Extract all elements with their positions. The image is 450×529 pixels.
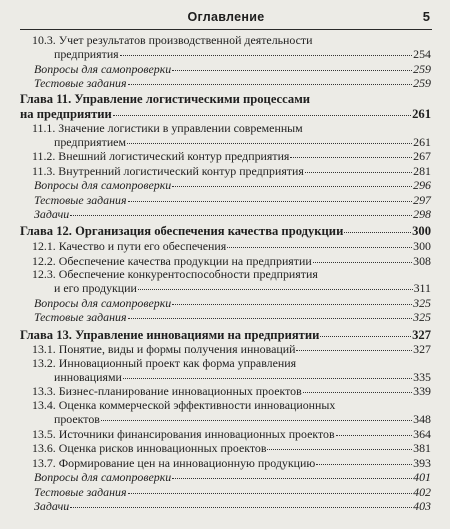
toc-entry-title: Вопросы для самопроверки [34,61,172,76]
toc-entry-title: инновациями [54,369,122,384]
toc-section[interactable] [20,399,431,426]
dot-leader [316,454,412,465]
toc-entry-title: Тестовые задания [34,310,127,325]
toc-entry-title: 12.1. Качество и пути его обеспечения [32,239,227,254]
toc-entry-title: Вопросы для самопроверки [34,178,172,193]
toc-chapter[interactable] [20,93,431,121]
dot-leader [320,326,411,337]
toc-section[interactable] [20,357,431,384]
dot-leader [70,497,412,508]
toc-entry-title: 13.1. Понятие, виды и формы получения инноваций [32,342,296,357]
toc-entry-title: 11.3. Внутренний логистический контур предприятия [32,163,304,178]
toc-entry-title: на предприятии [20,106,112,121]
toc-entry-title: Тестовые задания [34,192,127,207]
toc-entry-title: предприятием [54,134,126,149]
toc-entry-title: 10.3. Учет результатов производственной деятельности [32,33,313,47]
toc-page-number: 308 [413,253,431,268]
toc-page-number: 403 [413,499,431,514]
page-title: Оглавление [187,10,265,24]
toc-page-number: 300 [412,224,431,239]
toc-page-number: 402 [413,484,431,499]
toc-page-number: 311 [413,281,431,296]
dot-leader [123,368,412,379]
toc-extra[interactable] [20,207,431,221]
toc-entry-title: Глава 11. Управление логистическими процессами [20,92,311,107]
dot-leader [127,133,412,144]
toc-line [34,310,431,324]
toc-entry-title: 11.2. Внешний логистический контур предприятия [32,149,290,164]
dot-leader [227,237,412,248]
toc-entry-title: 11.1. Значение логистики в управлении современным [32,120,303,135]
toc-page-number: 261 [413,134,431,149]
dot-leader [303,382,412,393]
toc-entry-title: Глава 13. Управление инновациями на предприятии [20,327,320,342]
toc-page-number: 327 [412,327,431,342]
dot-leader [138,279,413,290]
dot-leader [120,45,413,56]
dot-leader [128,308,413,319]
toc-page-number: 325 [413,310,431,325]
toc-entry-title: Вопросы для самопроверки [34,470,172,485]
toc-page-number: 297 [413,192,431,207]
dot-leader [313,252,412,263]
toc-entry-title: 13.2. Инновационный проект как форма управления [32,355,297,370]
toc-page-number: 254 [413,47,431,62]
toc-entry-title: Задачи [34,207,70,222]
table-of-contents [20,34,431,514]
dot-leader [128,483,413,494]
toc-page-number: 296 [413,178,431,193]
toc-entry-title: 13.5. Источники финансирования инновационных проектов [32,426,335,441]
toc-entry-title: Глава 12. Организация обеспечения качества продукции [20,224,344,239]
toc-entry-title: 12.2. Обеспечение качества продукции на предприятии [32,253,312,268]
toc-extra[interactable] [20,76,431,90]
toc-entry-title: Тестовые задания [34,484,127,499]
toc-section[interactable] [20,384,431,398]
dot-leader [267,439,412,450]
toc-entry-title: 13.4. Оценка коммерческой эффективности инновационных [32,397,336,412]
toc-page-number: 364 [413,426,431,441]
dot-leader [336,425,413,436]
dot-leader [128,74,413,85]
toc-page-number: 300 [413,239,431,254]
toc-extra[interactable] [20,499,431,513]
toc-page-number: 327 [413,342,431,357]
dot-leader [290,147,412,158]
toc-page-number: 393 [413,455,431,470]
toc-page-number: 381 [413,441,431,456]
toc-line [20,107,431,121]
toc-section[interactable] [20,122,431,149]
dot-leader [296,340,412,351]
header-rule [20,29,432,30]
toc-section[interactable] [20,254,431,268]
toc-page-number: 261 [412,106,431,121]
dot-leader [172,468,412,479]
toc-line [34,499,431,513]
toc-entry-title: Тестовые задания [34,76,127,91]
toc-entry-title: Вопросы для самопроверки [34,295,172,310]
toc-page-number: 259 [413,76,431,91]
toc-page-number: 281 [413,163,431,178]
dot-leader [101,410,412,421]
dot-leader [172,294,412,305]
dot-leader [172,176,412,187]
toc-entry-title: 13.6. Оценка рисков инновационных проектов [32,441,267,456]
toc-entry-title: 13.7. Формирование цен на инновационную продукцию [32,455,316,470]
page-number: 5 [422,9,430,24]
toc-page-number: 298 [413,207,431,222]
toc-page-number: 335 [413,369,431,384]
toc-section[interactable] [20,34,431,61]
toc-entry-title: и его продукции [54,281,137,296]
toc-page-number: 325 [413,295,431,310]
dot-leader [305,162,412,173]
toc-entry-title: предприятия [54,47,119,62]
toc-page-number: 401 [413,470,431,485]
dot-leader [128,191,413,202]
dot-leader [70,205,412,216]
toc-extra[interactable] [20,310,431,324]
dot-leader [172,60,412,71]
toc-page-number: 348 [413,412,431,427]
running-header [20,8,432,30]
toc-entry-title: 12.3. Обеспечение конкурентоспособности предприятия [32,267,318,282]
toc-line [32,254,431,268]
toc-section[interactable] [20,342,431,356]
toc-entry-title: Задачи [34,499,70,514]
toc-entry-title: проектов [54,412,100,427]
toc-page-number: 259 [413,61,431,76]
toc-line [32,342,431,356]
toc-entry-title: 13.3. Бизнес-планирование инновационных проектов [32,384,302,399]
toc-line [32,384,431,398]
toc-page-number: 267 [413,149,431,164]
toc-page-number: 339 [413,384,431,399]
toc-line [34,207,431,221]
dot-leader [344,222,411,233]
toc-line [34,76,431,90]
toc-section[interactable] [20,268,431,295]
dot-leader [113,105,411,116]
